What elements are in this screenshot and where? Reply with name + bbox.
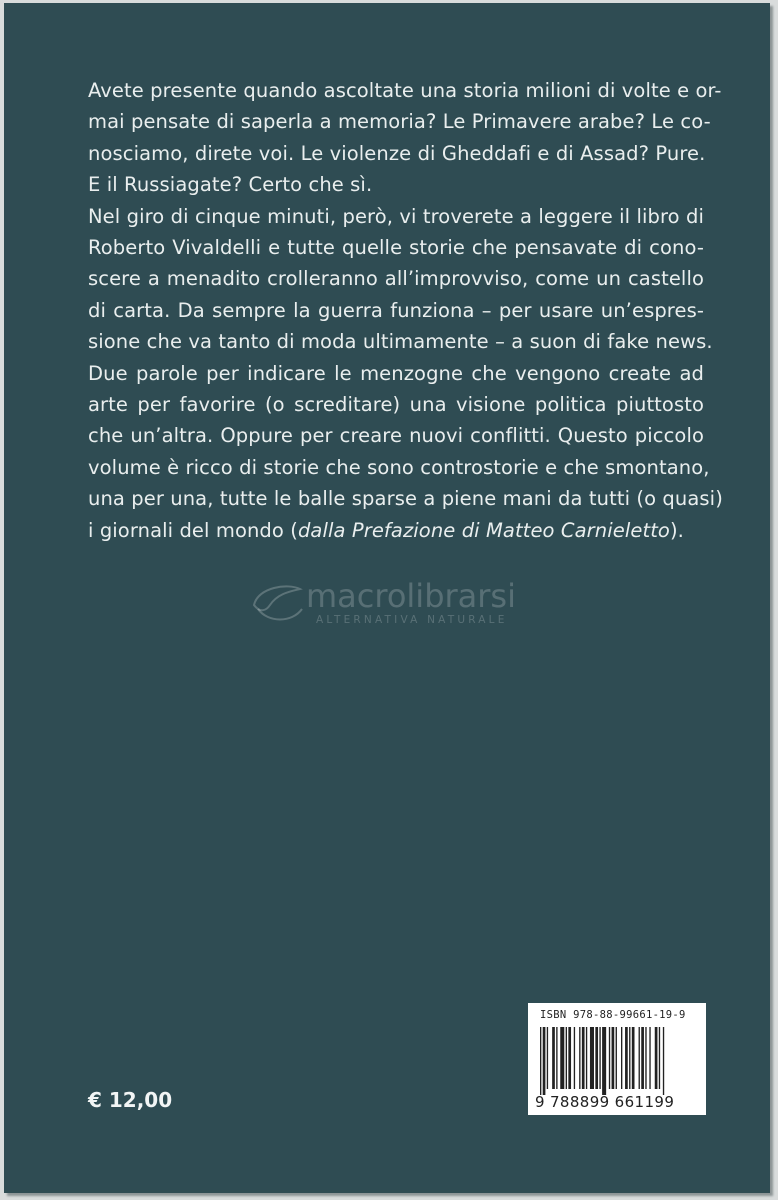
watermark-tagline: ALTERNATIVA NATURALE — [316, 614, 508, 626]
blurb-last-prefix: i giornali del mondo ( — [88, 518, 298, 542]
watermark — [248, 577, 548, 637]
blurb-line: nosciamo, direte voi. Le violenze di Gheddafi e di Assad? Pure. — [88, 141, 706, 165]
blurb-line: mai pensate di saperla a memoria? Le Primavere arabe? Le co- — [88, 110, 711, 134]
blurb-line: scere a menadito crolleranno all’improvviso, come un castello — [88, 267, 704, 291]
blurb-line: che un’altra. Oppure per creare nuovi conflitti. Questo piccolo — [88, 424, 704, 448]
blurb-line: arte per favorire (o screditare) una visione politica piuttosto — [88, 393, 704, 417]
back-cover — [4, 3, 770, 1193]
blurb-line: sione che va tanto di moda ultimamente – a suon di fake news. — [88, 330, 713, 354]
barcode-box — [528, 1003, 706, 1115]
watermark-brand: macrolibrarsi — [306, 577, 516, 615]
barcode-digit-lead: 9 — [535, 1093, 545, 1111]
isbn-label: ISBN 978-88-99661-19-9 — [540, 1009, 686, 1021]
blurb-text — [88, 75, 723, 546]
barcode-icon — [540, 1027, 696, 1095]
barcode-digit-group-1: 788899 — [549, 1093, 610, 1111]
blurb-line: una per una, tutte le balle sparse a piene mani da tutti (o quasi) — [88, 487, 723, 511]
barcode-digits — [535, 1093, 679, 1111]
blurb-last-line — [88, 515, 704, 546]
blurb-line: di carta. Da sempre la guerra funziona – per usare un’espres- — [88, 298, 704, 322]
preface-credit: dalla Prefazione di Matteo Carnieletto — [297, 518, 670, 542]
blurb-line: Avete presente quando ascoltate una storia milioni di volte e or- — [88, 79, 722, 102]
barcode-digit-group-2: 661199 — [614, 1093, 675, 1111]
blurb-line: E il Russiagate? Certo che sì. — [88, 173, 373, 197]
blurb-last-suffix: ). — [669, 518, 684, 542]
blurb-line: Due parole per indicare le menzogne che vengono create ad — [88, 361, 704, 385]
price: € 12,00 — [88, 1088, 173, 1112]
leaf-logo-icon — [248, 579, 308, 629]
blurb-line: Nel giro di cinque minuti, però, vi troverete a leggere il libro di — [88, 204, 704, 228]
blurb-line: Roberto Vivaldelli e tutte quelle storie che pensavate di cono- — [88, 236, 704, 260]
blurb-line: volume è ricco di storie che sono controstorie e che smontano, — [88, 455, 710, 479]
